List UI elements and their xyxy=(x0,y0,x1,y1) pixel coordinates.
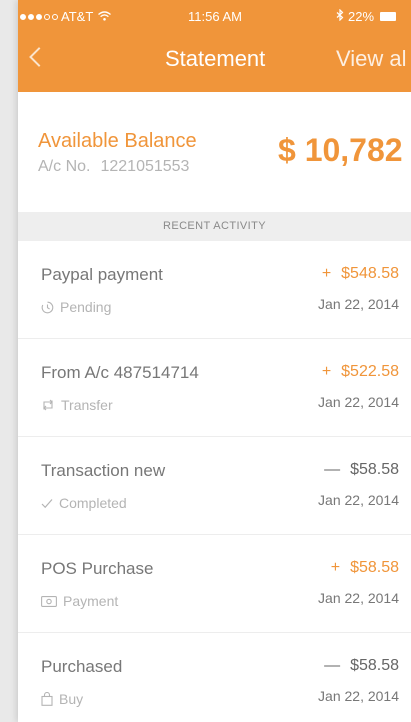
status-right xyxy=(336,9,396,24)
transaction-title: Purchased xyxy=(41,657,123,676)
transaction-title: Paypal payment xyxy=(41,265,163,284)
battery-icon xyxy=(380,12,396,21)
shopping-bag-icon xyxy=(41,692,53,706)
status-text: Buy xyxy=(59,691,84,707)
transaction-amount xyxy=(322,363,399,381)
transaction-list xyxy=(18,241,411,722)
transaction-status xyxy=(41,593,118,609)
balance-amount: $ 10,782 xyxy=(278,132,403,168)
status-text: Payment xyxy=(63,593,119,609)
account-info xyxy=(38,158,189,176)
battery-percent: 22% xyxy=(348,9,375,24)
status-bar xyxy=(18,0,411,32)
amount-value: $58.58 xyxy=(350,559,399,576)
header xyxy=(18,0,411,92)
transaction-status xyxy=(41,691,83,707)
amount-sign: — xyxy=(324,657,341,674)
balance-label: Available Balance xyxy=(38,130,197,152)
recent-activity-header: RECENT ACTIVITY xyxy=(18,212,411,241)
account-number: 1221051553 xyxy=(100,158,190,175)
wifi-icon xyxy=(98,10,111,24)
transfer-icon xyxy=(41,399,55,411)
transaction-row[interactable] xyxy=(18,339,411,437)
amount-sign: + xyxy=(321,265,332,282)
signal-dots-icon xyxy=(20,14,58,20)
back-chevron-icon[interactable] xyxy=(29,47,49,67)
transaction-status xyxy=(41,397,113,413)
transaction-title: Transaction new xyxy=(41,461,166,480)
amount-sign: — xyxy=(324,461,341,478)
transaction-row[interactable] xyxy=(18,535,411,633)
amount-value: $58.58 xyxy=(350,657,399,674)
transaction-title: From A/c 487514714 xyxy=(41,363,199,382)
transaction-amount xyxy=(331,559,399,577)
amount-value: $58.58 xyxy=(350,461,399,478)
status-text: Completed xyxy=(59,495,127,511)
phone-screen xyxy=(18,0,411,722)
transaction-date: Jan 22, 2014 xyxy=(318,492,399,508)
account-prefix: A/c No. xyxy=(38,158,91,175)
checkmark-icon xyxy=(41,498,53,509)
balance-card xyxy=(18,92,411,212)
transaction-date: Jan 22, 2014 xyxy=(318,590,399,606)
status-text: Transfer xyxy=(61,397,113,413)
status-time: 11:56 AM xyxy=(188,9,242,24)
transaction-amount xyxy=(322,265,399,283)
nav-bar xyxy=(18,32,411,92)
transaction-date: Jan 22, 2014 xyxy=(318,296,399,312)
transaction-date: Jan 22, 2014 xyxy=(318,688,399,704)
carrier-label: AT&T xyxy=(61,9,94,24)
transaction-title: POS Purchase xyxy=(41,559,154,578)
transaction-row[interactable] xyxy=(18,633,411,722)
transaction-status xyxy=(41,495,127,511)
transaction-status xyxy=(41,299,111,315)
status-text: Pending xyxy=(60,299,112,315)
transaction-row[interactable] xyxy=(18,437,411,535)
transaction-date: Jan 22, 2014 xyxy=(318,394,399,410)
status-left xyxy=(20,9,111,24)
view-all-button[interactable]: View al xyxy=(336,46,407,71)
transaction-amount xyxy=(324,461,399,479)
amount-sign: + xyxy=(330,559,341,576)
page-title: Statement xyxy=(165,46,266,71)
transaction-amount xyxy=(324,657,399,675)
amount-value: $522.58 xyxy=(341,363,399,380)
clock-icon xyxy=(41,301,54,314)
cash-icon xyxy=(41,596,57,607)
bluetooth-icon xyxy=(336,9,344,24)
transaction-row[interactable] xyxy=(18,241,411,339)
amount-sign: + xyxy=(321,363,332,380)
amount-value: $548.58 xyxy=(341,265,399,282)
